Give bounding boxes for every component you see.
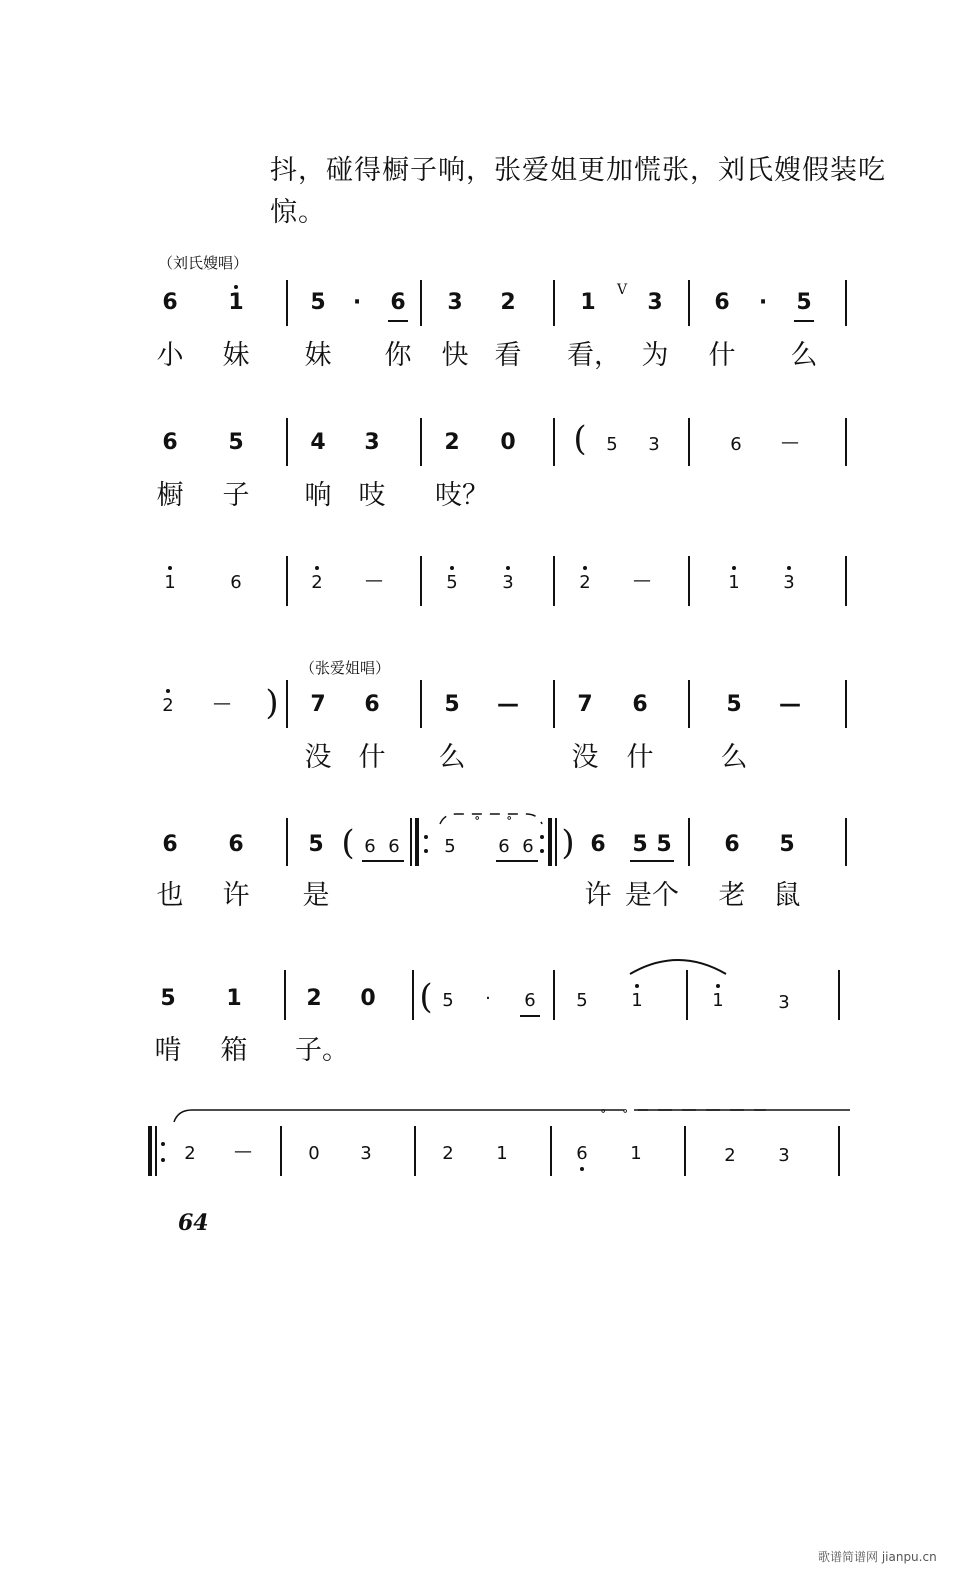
octave-dot-high	[506, 566, 510, 570]
repeat-dot	[540, 835, 544, 839]
lyric: 子	[222, 480, 250, 511]
dash: —	[234, 1141, 252, 1162]
bar-line	[838, 970, 840, 1020]
repeat-bar-thin	[155, 1126, 157, 1176]
note: 5	[656, 832, 672, 857]
note: 5	[779, 832, 795, 857]
note: 5	[442, 990, 454, 1011]
dash: —	[365, 570, 383, 591]
repeat-bar-thick	[548, 818, 552, 866]
note: 6	[498, 836, 510, 857]
underline	[388, 320, 408, 322]
singer-label-zhang: （张爱姐唱）	[300, 659, 391, 677]
note: 0	[308, 1143, 320, 1164]
bar-line	[845, 418, 847, 466]
note: 1	[631, 990, 643, 1011]
note: 3	[778, 992, 790, 1013]
bar-line	[420, 280, 422, 326]
prose-line-2: 惊。	[270, 197, 326, 228]
note: 2	[444, 430, 460, 455]
octave-dot-high	[787, 566, 791, 570]
lyric: 橱	[156, 480, 184, 511]
dash: —	[779, 692, 801, 717]
lyric: 为	[641, 340, 669, 371]
lyric: 妹	[222, 340, 250, 371]
underline	[794, 320, 814, 322]
repeat-bar-thick	[415, 818, 419, 866]
note: 5	[632, 832, 648, 857]
bar-line	[550, 1126, 552, 1176]
repeat-bar-thin	[410, 818, 412, 866]
note: 2	[184, 1143, 196, 1164]
note: 2	[579, 572, 591, 593]
lyric: 也	[156, 880, 184, 911]
note: 2	[311, 572, 323, 593]
bar-line	[845, 556, 847, 606]
note: 2	[162, 695, 174, 716]
note-dot: ·	[352, 290, 362, 315]
note: 5	[228, 430, 244, 455]
note: 1	[228, 290, 244, 315]
dash: —	[781, 432, 799, 453]
lyric: 老	[718, 880, 746, 911]
bar-line	[688, 680, 690, 728]
bar-line	[280, 1126, 282, 1176]
octave-dot-high	[583, 566, 587, 570]
note: 6	[162, 290, 178, 315]
note: 3	[778, 1145, 790, 1166]
note: 6	[524, 990, 536, 1011]
paren-open: (	[341, 823, 355, 863]
note: 0	[360, 986, 376, 1011]
bar-line	[286, 680, 288, 728]
note: 6	[590, 832, 606, 857]
lyric: 响	[304, 480, 332, 511]
lyric: 小	[156, 340, 184, 371]
lyric: 箱	[220, 1035, 248, 1066]
bar-line	[845, 280, 847, 326]
lyric: 没	[304, 742, 332, 773]
note: 6	[364, 836, 376, 857]
underline	[630, 860, 674, 862]
lyric: 什	[358, 742, 386, 773]
note: 3	[364, 430, 380, 455]
bar-line	[688, 818, 690, 866]
note: 6	[730, 434, 742, 455]
bar-line	[286, 280, 288, 326]
bar-line	[553, 556, 555, 606]
bar-line	[845, 818, 847, 866]
note: 1	[226, 986, 242, 1011]
note: 1	[712, 990, 724, 1011]
site-watermark: 歌谱简谱网 jianpu.cn	[818, 1550, 937, 1564]
lyric: 你	[384, 340, 412, 371]
lyric: 是	[302, 880, 330, 911]
note-dot: ·	[485, 988, 491, 1009]
dash: —	[497, 692, 519, 717]
lyric: 是个	[625, 880, 679, 911]
lyric: 许	[584, 880, 612, 911]
lyric: 没	[571, 742, 599, 773]
breath-mark: V	[617, 282, 628, 298]
fermata-mark: ∘	[622, 1104, 629, 1119]
bar-line	[684, 1126, 686, 1176]
slur-mark	[436, 808, 546, 832]
fermata-mark: ∘	[600, 1104, 607, 1119]
paren-open: (	[573, 419, 587, 459]
repeat-dot	[540, 849, 544, 853]
paren-close: )	[265, 683, 279, 723]
fermata-mark: ∘	[506, 811, 513, 826]
note: 1	[496, 1143, 508, 1164]
octave-dot-high	[732, 566, 736, 570]
lyric: 鼠	[773, 880, 801, 911]
note: 2	[724, 1145, 736, 1166]
underline	[496, 860, 538, 862]
lyric: 子。	[295, 1035, 349, 1066]
note: 7	[310, 692, 326, 717]
note: 2	[442, 1143, 454, 1164]
note: 1	[164, 572, 176, 593]
octave-dot-high	[315, 566, 319, 570]
bar-line	[286, 556, 288, 606]
note: 6	[228, 832, 244, 857]
lyric: 吱	[358, 480, 386, 511]
paren-close: )	[561, 823, 575, 863]
bar-line	[414, 1126, 416, 1176]
lyric: 看	[494, 340, 522, 371]
note: 5	[444, 836, 456, 857]
octave-dot-high	[168, 566, 172, 570]
note: 2	[306, 986, 322, 1011]
lyric: 什	[626, 742, 654, 773]
bar-line	[284, 970, 286, 1020]
repeat-dot	[161, 1158, 165, 1162]
note: 1	[728, 572, 740, 593]
note: 3	[360, 1143, 372, 1164]
note: 7	[577, 692, 593, 717]
note: 6	[724, 832, 740, 857]
note: 3	[502, 572, 514, 593]
dash: —	[633, 570, 651, 591]
bar-line	[845, 680, 847, 728]
tie-arc	[626, 952, 730, 978]
note: 3	[783, 572, 795, 593]
note-dot: ·	[758, 290, 768, 315]
repeat-bar-thick	[148, 1126, 152, 1176]
prose-line-1: 抖，碰得橱子响，张爱姐更加慌张，刘氏嫂假装吃	[270, 155, 886, 186]
bar-line	[420, 556, 422, 606]
bar-line	[553, 280, 555, 326]
bar-line	[286, 818, 288, 866]
note: 3	[447, 290, 463, 315]
octave-dot-high	[635, 984, 639, 988]
note: 6	[162, 430, 178, 455]
lyric: 妹	[304, 340, 332, 371]
lyric: 许	[222, 880, 250, 911]
bar-line	[688, 280, 690, 326]
note: 5	[444, 692, 460, 717]
note: 5	[160, 986, 176, 1011]
note: 6	[364, 692, 380, 717]
bar-line	[553, 418, 555, 466]
lyric: 看，	[567, 340, 621, 371]
bar-line	[412, 970, 414, 1020]
repeat-bar-thin	[555, 818, 557, 866]
long-slur-mark	[170, 1100, 854, 1124]
note: 5	[726, 692, 742, 717]
lyric: 什	[708, 340, 736, 371]
lyric: 么	[790, 340, 818, 371]
note: 5	[606, 434, 618, 455]
lyric: 吱？	[435, 480, 489, 511]
note: 6	[576, 1143, 588, 1164]
page-number: 64	[178, 1210, 209, 1236]
note: 5	[576, 990, 588, 1011]
octave-dot-high	[234, 285, 238, 289]
singer-label-liu: （刘氏嫂唱）	[158, 254, 249, 272]
note: 5	[310, 290, 326, 315]
bar-line	[420, 680, 422, 728]
paren-open: (	[419, 977, 433, 1017]
lyric: 么	[720, 742, 748, 773]
note: 6	[632, 692, 648, 717]
bar-line	[838, 1126, 840, 1176]
octave-dot-low	[580, 1167, 584, 1171]
dash: —	[213, 693, 231, 714]
note: 6	[714, 290, 730, 315]
bar-line	[553, 680, 555, 728]
repeat-dot	[424, 849, 428, 853]
repeat-dot	[424, 835, 428, 839]
note: 5	[446, 572, 458, 593]
note: 2	[500, 290, 516, 315]
note: 1	[580, 290, 596, 315]
note: 1	[630, 1143, 642, 1164]
octave-dot-high	[166, 689, 170, 693]
bar-line	[286, 418, 288, 466]
lyric: 快	[441, 340, 469, 371]
note: 6	[162, 832, 178, 857]
bar-line	[688, 418, 690, 466]
lyric: 么	[438, 742, 466, 773]
note: 6	[390, 290, 406, 315]
underline	[520, 1015, 540, 1017]
bar-line	[688, 556, 690, 606]
note: 6	[230, 572, 242, 593]
octave-dot-high	[450, 566, 454, 570]
underline	[362, 860, 404, 862]
note: 0	[500, 430, 516, 455]
bar-line	[420, 418, 422, 466]
bar-line	[553, 970, 555, 1020]
note: 3	[647, 290, 663, 315]
lyric: 啃	[154, 1035, 182, 1066]
note: 6	[388, 836, 400, 857]
repeat-dot	[161, 1142, 165, 1146]
note: 4	[310, 430, 326, 455]
note: 5	[796, 290, 812, 315]
fermata-mark: ∘	[474, 811, 481, 826]
note: 3	[648, 434, 660, 455]
note: 6	[522, 836, 534, 857]
note: 5	[308, 832, 324, 857]
octave-dot-high	[716, 984, 720, 988]
